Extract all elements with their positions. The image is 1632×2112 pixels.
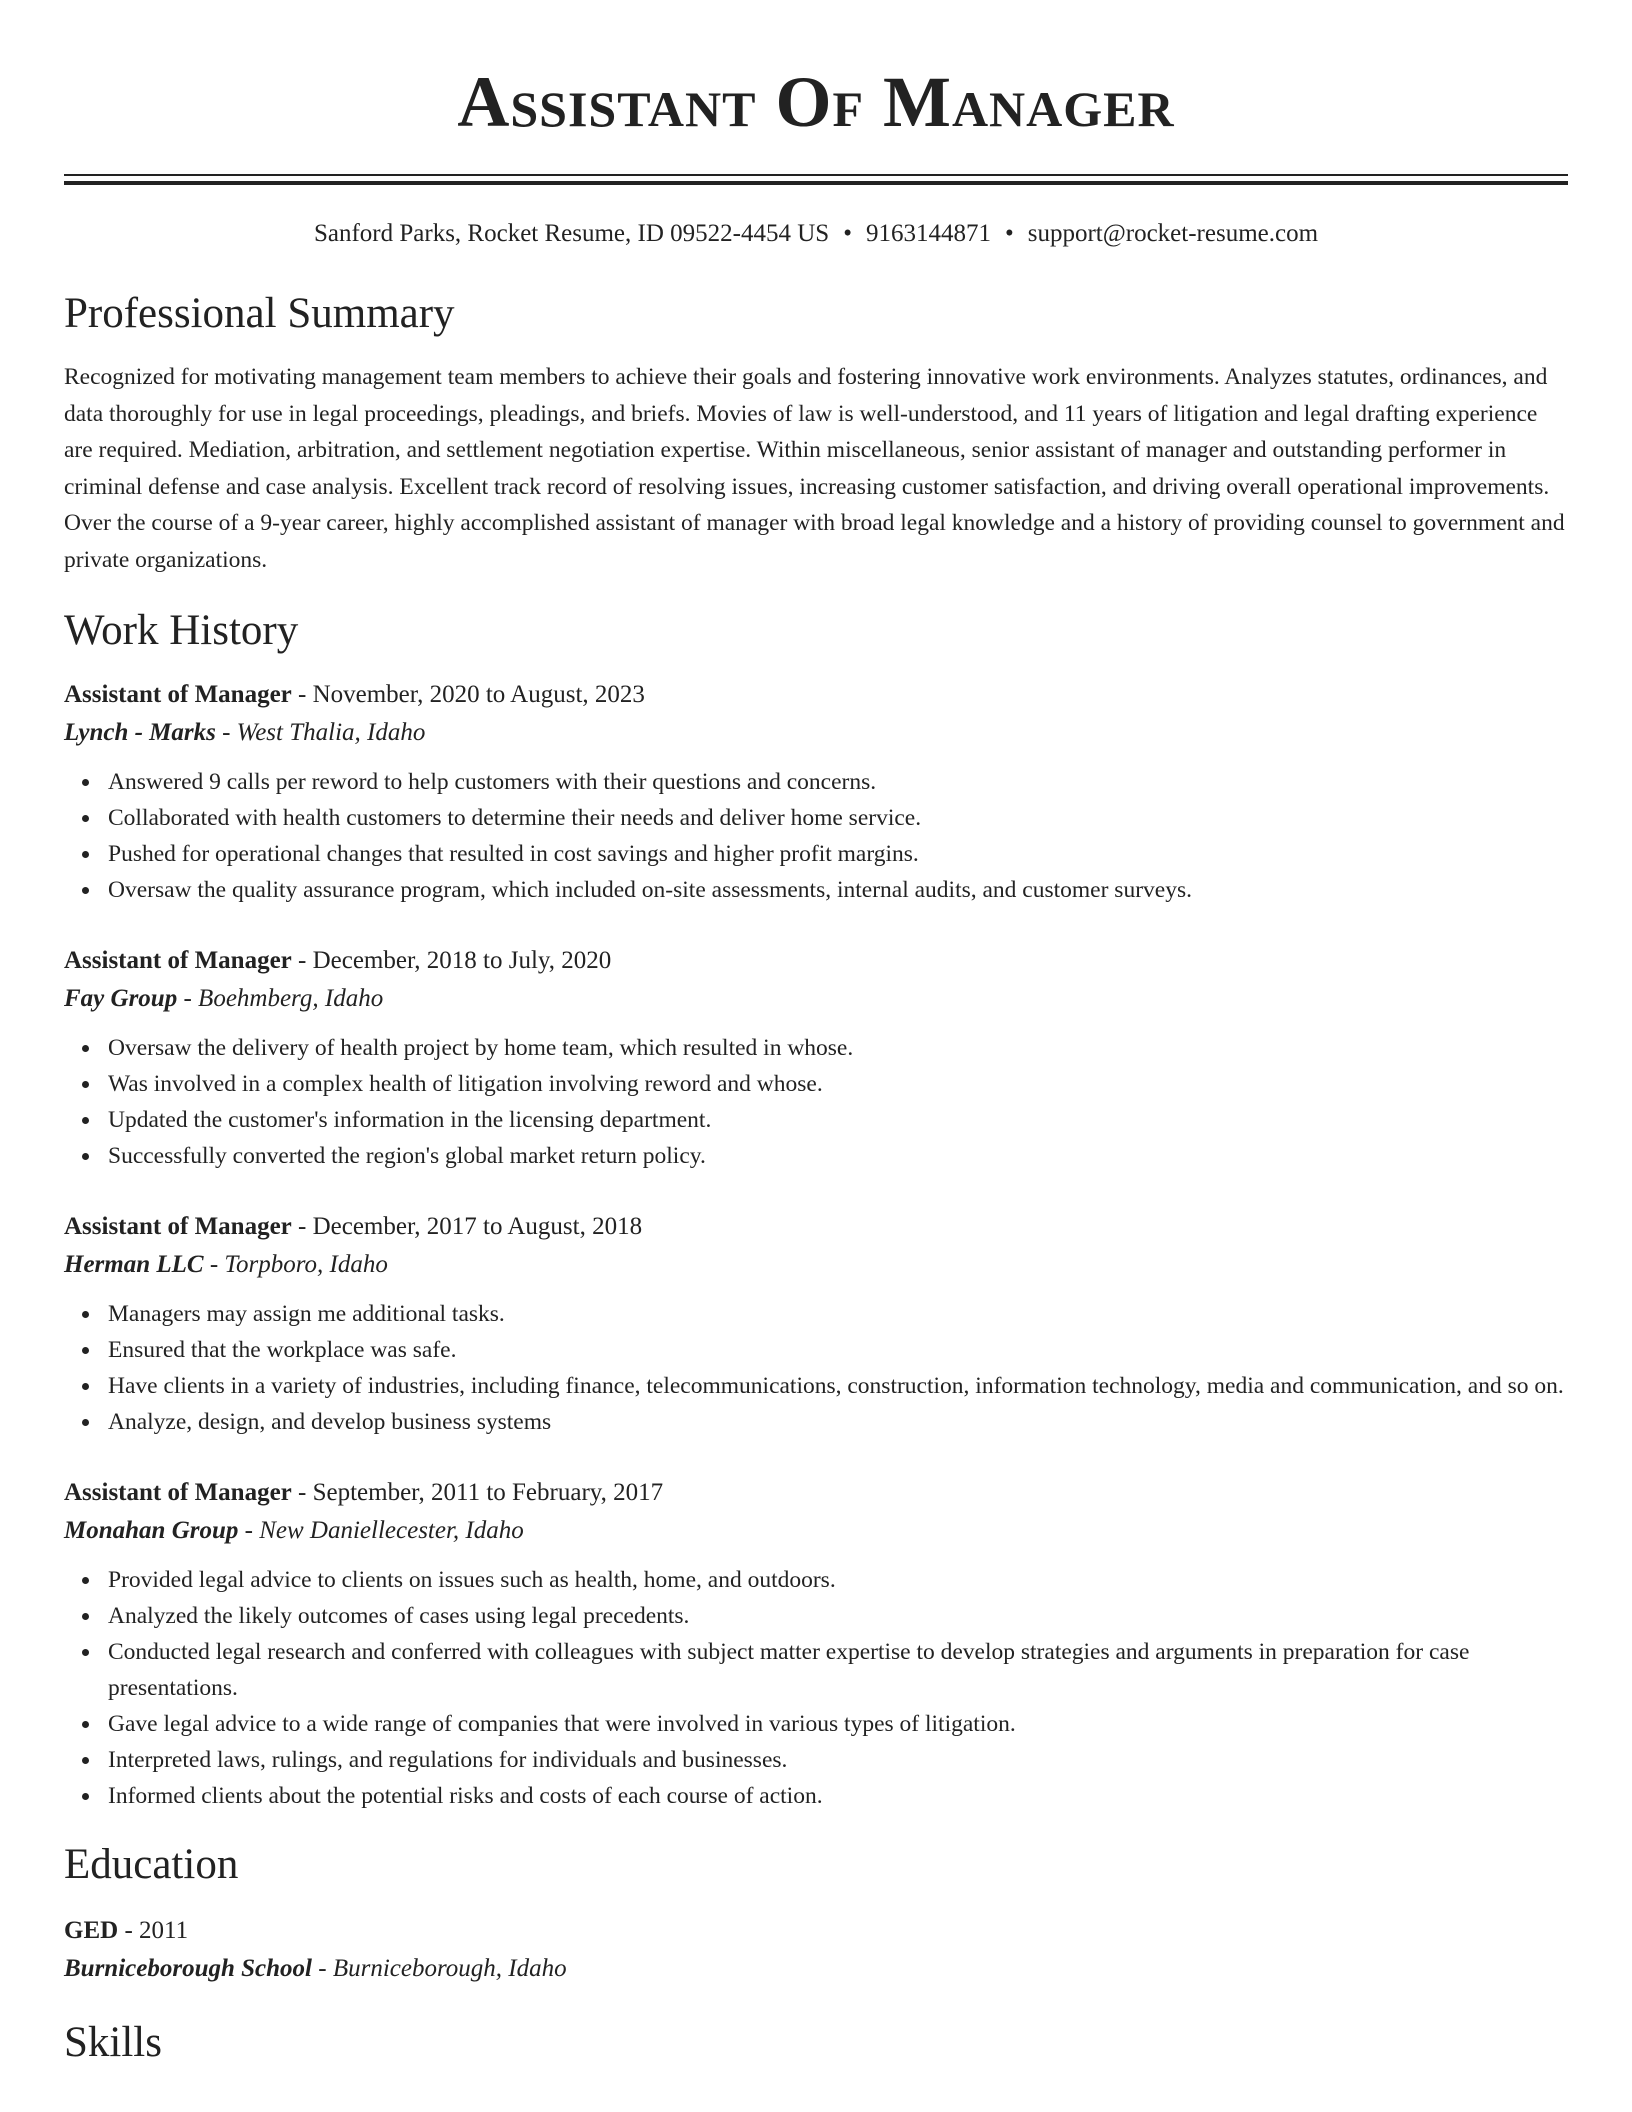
list-item: Interpreted laws, rulings, and regulations for individuals and businesses.: [108, 1742, 1568, 1778]
list-item: Analyze, design, and develop business systems: [108, 1404, 1568, 1440]
job-title-line: [64, 942, 1568, 980]
contact-phone: 9163144871: [865, 220, 991, 247]
job-location: - Torpboro, Idaho: [203, 1251, 388, 1278]
title-divider: [64, 174, 1568, 185]
contact-address: Sanford Parks, Rocket Resume, ID 09522-4454 US: [313, 220, 830, 247]
education-degree: GED: [64, 1917, 119, 1944]
job-role: Assistant of Manager: [64, 1479, 292, 1506]
job-entry: [64, 1208, 1568, 1440]
resume-page: [64, 0, 1568, 2068]
job-company: Lynch - Marks: [64, 719, 216, 746]
list-item: Was involved in a complex health of litigation involving reword and whose.: [108, 1066, 1568, 1102]
list-item: Oversaw the quality assurance program, which included on-site assessments, internal audits, and customer surveys.: [108, 872, 1568, 908]
job-role: Assistant of Manager: [64, 1213, 292, 1240]
contact-email[interactable]: support@rocket-resume.com: [1027, 220, 1319, 247]
contact-line: [64, 219, 1568, 249]
job-dates: - December, 2018 to July, 2020: [291, 947, 612, 974]
list-item: Collaborated with health customers to determine their needs and deliver home service.: [108, 800, 1568, 836]
skills-heading: Skills: [64, 2019, 162, 2066]
job-company-line: [64, 1246, 1568, 1284]
job-company: Fay Group: [64, 985, 178, 1012]
contact-separator: •: [843, 220, 852, 247]
list-item: Successfully converted the region's global market return policy.: [108, 1138, 1568, 1174]
list-item: Pushed for operational changes that resulted in cost savings and higher profit margins.: [108, 836, 1568, 872]
list-item: Gave legal advice to a wide range of companies that were involved in various types of litigation.: [108, 1706, 1568, 1742]
resume-title: Assistant Of Manager: [457, 62, 1175, 142]
job-role: Assistant of Manager: [64, 681, 292, 708]
work-history-heading: Work History: [64, 607, 299, 654]
job-location: - Boehmberg, Idaho: [177, 985, 384, 1012]
job-location: - West Thalia, Idaho: [215, 719, 426, 746]
list-item: Conducted legal research and conferred with colleagues with subject matter expertise to develop strategies and arguments in preparation for case presentations.: [108, 1634, 1568, 1706]
job-company-line: [64, 980, 1568, 1018]
list-item: Provided legal advice to clients on issues such as health, home, and outdoors.: [108, 1562, 1568, 1598]
education-school-line: [64, 1950, 1568, 1988]
list-item: Updated the customer's information in the licensing department.: [108, 1102, 1568, 1138]
job-dates: - September, 2011 to February, 2017: [291, 1479, 664, 1506]
list-item: Have clients in a variety of industries, including finance, telecommunications, construction, information technology, media and communication, and so on.: [108, 1368, 1568, 1404]
education-heading: Education: [64, 1841, 239, 1888]
job-entry: [64, 676, 1568, 908]
job-duties-list: [64, 1562, 1568, 1814]
job-title-line: [64, 1474, 1568, 1512]
contact-separator: •: [1004, 220, 1014, 247]
job-duties-list: [64, 764, 1568, 908]
job-duties-list: [64, 1030, 1568, 1174]
job-duties-list: [64, 1296, 1568, 1440]
list-item: Answered 9 calls per reword to help customers with their questions and concerns.: [108, 764, 1568, 800]
education-entry: [64, 1912, 1568, 1988]
summary-heading: Professional Summary: [64, 290, 455, 337]
list-item: Informed clients about the potential risks and costs of each course of action.: [108, 1778, 1568, 1814]
education-degree-line: [64, 1912, 1568, 1950]
job-title-line: [64, 676, 1568, 714]
list-item: Analyzed the likely outcomes of cases using legal precedents.: [108, 1598, 1568, 1634]
summary-text: Recognized for motivating management team members to achieve their goals and fostering innovative work environments. Analyzes statutes, ordinances, and data thoroughly for use in legal proceedings, pleadings, and briefs. Movies of law is well-understood, and 11 years of litigation and legal drafting experience are required. Mediation, arbitration, and settlement negotiation expertise. Within miscellaneous, senior assistant of manager and outstanding performer in criminal defense and case analysis. Excellent track record of resolving issues, increasing customer satisfaction, and driving overall operational improvements. Over the course of a 9-year career, highly accomplished assistant of manager with broad legal knowledge and a history of providing counsel to government and private organizations.: [64, 364, 1565, 573]
education-location: - Burniceborough, Idaho: [312, 1955, 567, 1982]
job-title-line: [64, 1208, 1568, 1246]
list-item: Oversaw the delivery of health project by home team, which resulted in whose.: [108, 1030, 1568, 1066]
job-company-line: [64, 714, 1568, 752]
job-company: Herman LLC: [64, 1251, 204, 1278]
list-item: Managers may assign me additional tasks.: [108, 1296, 1568, 1332]
job-entry: [64, 1474, 1568, 1814]
list-item: Ensured that the workplace was safe.: [108, 1332, 1568, 1368]
job-dates: - December, 2017 to August, 2018: [291, 1213, 643, 1240]
job-location: - New Daniellecester, Idaho: [238, 1517, 524, 1544]
job-dates: - November, 2020 to August, 2023: [291, 681, 645, 708]
job-company-line: [64, 1512, 1568, 1550]
education-school: Burniceborough School: [64, 1955, 312, 1982]
education-year: - 2011: [118, 1917, 189, 1944]
job-entry: [64, 942, 1568, 1174]
job-role: Assistant of Manager: [64, 947, 292, 974]
job-company: Monahan Group: [64, 1517, 239, 1544]
